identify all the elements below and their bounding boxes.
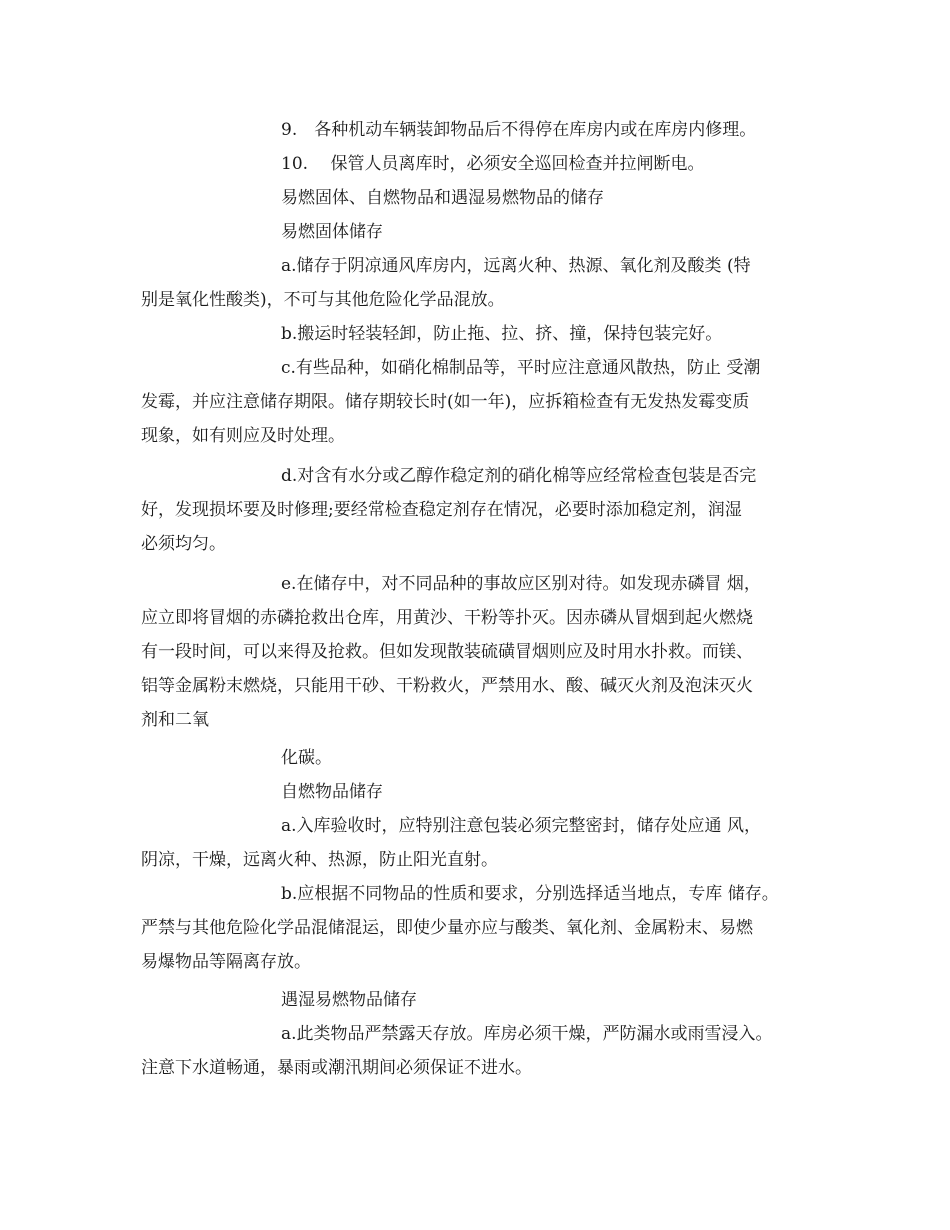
- text-line: d.对含有水分或乙醇作稳定剂的硝化棉等应经常检查包装是否完: [281, 466, 757, 486]
- text-line: 应立即将冒烟的赤磷抢救出仓库，用黄沙、干粉等扑灭。因赤磷从冒烟到起火燃烧: [141, 608, 753, 628]
- text-line: a.此类物品严禁露天存放。库房必须干燥，严防漏水或雨雪浸入。: [281, 1024, 773, 1044]
- text-line: 阴凉，干燥，远离火种、热源，防止阳光直射。: [141, 850, 498, 870]
- text-line: 化碳。: [281, 748, 332, 768]
- text-line: b.应根据不同物品的性质和要求，分别选择适当地点，专库 储存。: [281, 884, 779, 904]
- subsection-heading: 遇湿易燃物品储存: [281, 990, 417, 1010]
- text-line: 9. 各种机动车辆装卸物品后不得停在库房内或在库房内修理。: [281, 120, 757, 140]
- text-line: a.入库验收时，应特别注意包装必须完整密封，储存处应通 风，: [281, 816, 761, 836]
- text-line: 剂和二氧: [141, 710, 209, 730]
- text-line: 注意下水道畅通，暴雨或潮汛期间必须保证不进水。: [141, 1058, 532, 1078]
- text-line: 好，发现损坏要及时修理;要经常检查稳定剂存在情况，必要时添加稳定剂，润湿: [141, 500, 742, 520]
- subsection-heading: 自燃物品储存: [281, 782, 383, 802]
- text-line: 必须均匀。: [141, 534, 226, 554]
- text-line: 现象，如有则应及时处理。: [141, 426, 345, 446]
- section-heading: 易燃固体、自燃物品和遇湿易燃物品的储存: [281, 188, 604, 208]
- text-line: 发霉，并应注意储存期限。储存期较长时(如一年)，应拆箱检查有无发热发霉变质: [141, 392, 750, 412]
- subsection-heading: 易燃固体储存: [281, 222, 383, 242]
- text-line: 易爆物品等隔离存放。: [141, 952, 311, 972]
- text-line: 有一段时间，可以来得及抢救。但如发现散装硫磺冒烟则应及时用水扑救。而镁、: [141, 642, 753, 662]
- text-line: b.搬运时轻装轻卸，防止拖、拉、挤、撞，保持包装完好。: [281, 324, 723, 344]
- text-line: 严禁与其他危险化学品混储混运，即使少量亦应与酸类、氧化剂、金属粉末、易燃: [141, 918, 753, 938]
- text-line: e.在储存中，对不同品种的事故应区别对待。如发现赤磷冒 烟，: [281, 574, 761, 594]
- text-line: c.有些品种，如硝化棉制品等，平时应注意通风散热，防止 受潮: [281, 358, 761, 378]
- text-line: a.储存于阴凉通风库房内，远离火种、热源、氧化剂及酸类 (特: [281, 256, 751, 276]
- text-line: 铝等金属粉末燃烧，只能用干砂、干粉救火，严禁用水、酸、碱灭火剂及泡沫灭火: [141, 676, 753, 696]
- text-line: 10. 保管人员离库时，必须安全巡回检查并拉闸断电。: [281, 154, 705, 174]
- text-line: 别是氧化性酸类)，不可与其他危险化学品混放。: [141, 290, 505, 310]
